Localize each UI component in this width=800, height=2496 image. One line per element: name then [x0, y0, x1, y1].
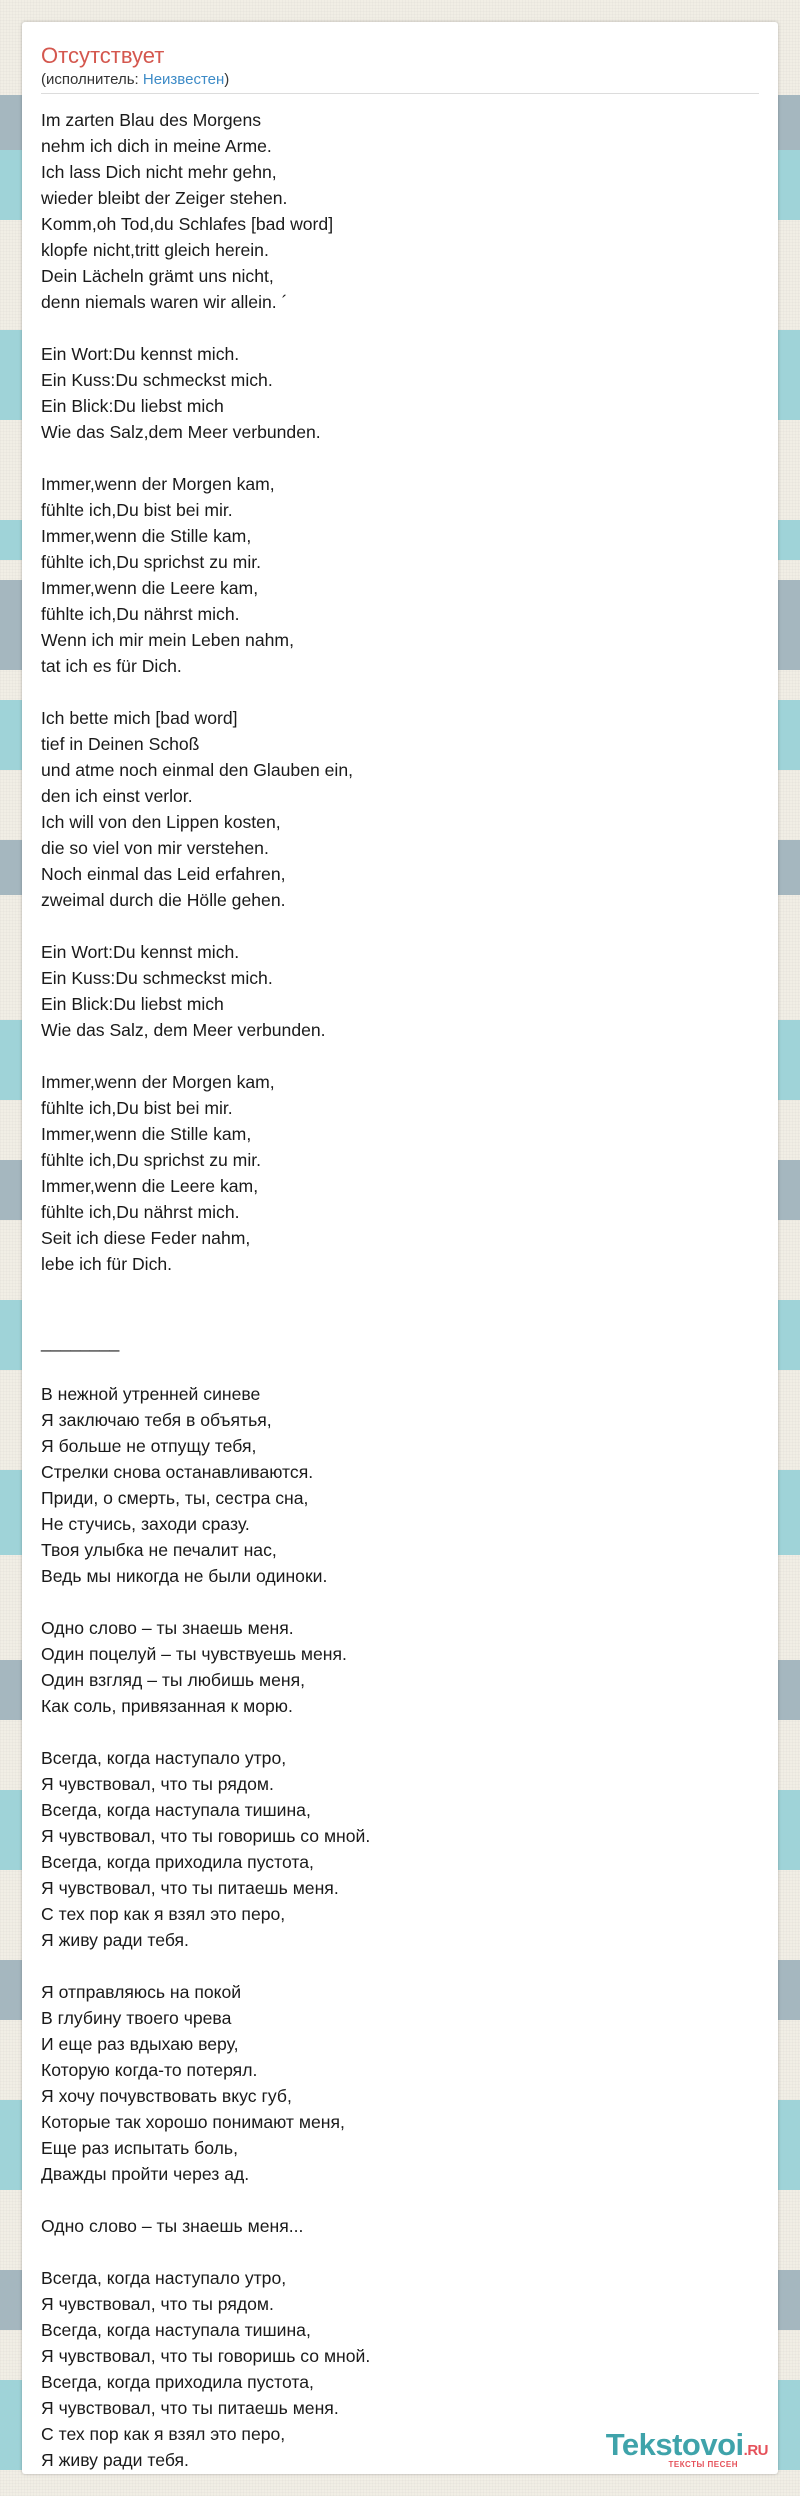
lyric-line: Стрелки снова останавливаются. [41, 1462, 314, 1482]
lyric-line: Immer,wenn die Stille kam, [41, 526, 252, 546]
lyric-line: И еще раз вдыхаю веру, [41, 2034, 239, 2054]
lyric-line [41, 1303, 759, 1329]
lyric-line: Я чувствовал, что ты говоришь со мной. [41, 2346, 371, 2366]
artist-line [41, 70, 759, 90]
lyric-line: denn niemals waren wir allein. ´ [41, 292, 288, 312]
lyric-line: fühlte ich,Du bist bei mir. [41, 1098, 233, 1118]
lyric-line: fühlte ich,Du nährst mich. [41, 1202, 240, 1222]
lyric-line: Одно слово – ты знаешь меня. [41, 1618, 294, 1638]
lyric-line: Я живу ради тебя. [41, 2450, 189, 2470]
artist-prefix: (исполнитель: [41, 71, 143, 88]
lyric-line: Ein Wort:Du kennst mich. [41, 942, 240, 962]
lyric-line: Immer,wenn die Leere kam, [41, 1176, 259, 1196]
lyric-line: zweimal durch die Hölle gehen. [41, 890, 286, 910]
lyric-line: С тех пор как я взял это перо, [41, 1904, 286, 1924]
lyric-line [41, 1043, 759, 1069]
artist-link[interactable]: Неизвестен [142, 71, 225, 88]
lyric-line: Как соль, привязанная к морю. [41, 1696, 293, 1716]
lyric-line: Immer,wenn der Morgen kam, [41, 474, 275, 494]
lyric-line: Noch einmal das Leid erfahren, [41, 864, 286, 884]
lyric-line [41, 913, 759, 939]
lyric-line: Ich will von den Lippen kosten, [41, 812, 281, 832]
lyric-line: fühlte ich,Du bist bei mir. [41, 500, 233, 520]
lyric-line [41, 2239, 759, 2265]
lyric-line: lebe ich für Dich. [41, 1254, 173, 1274]
lyric-line: ________ [41, 1332, 120, 1352]
lyric-line: Приди, о смерть, ты, сестра сна, [41, 1488, 309, 1508]
logo-tagline: ТЕКСТЫ ПЕСЕН [668, 2460, 738, 2469]
lyrics-text [41, 107, 759, 2473]
lyric-line: klopfe nicht,tritt gleich herein. [41, 240, 269, 260]
lyric-line: Одно слово – ты знаешь меня... [41, 2216, 304, 2236]
lyric-line: Всегда, когда приходила пустота, [41, 2372, 314, 2392]
lyric-line: Всегда, когда наступало утро, [41, 1748, 287, 1768]
lyric-line: Я живу ради тебя. [41, 1930, 189, 1950]
lyric-line: Я заключаю тебя в объятья, [41, 1410, 272, 1430]
lyric-line [41, 2187, 759, 2213]
title-divider [41, 93, 759, 94]
lyric-line: nehm ich dich in meine Arme. [41, 136, 272, 156]
lyric-line: Ein Blick:Du liebst mich [41, 396, 224, 416]
lyric-line: Всегда, когда наступало утро, [41, 2268, 287, 2288]
lyric-line [41, 315, 759, 341]
lyric-line: Я больше не отпущу тебя, [41, 1436, 257, 1456]
lyrics-card-content [41, 42, 759, 2473]
lyric-line: tief in Deinen Schoß [41, 734, 200, 754]
lyric-line: Ich lass Dich nicht mehr gehn, [41, 162, 277, 182]
lyric-line: Ein Kuss:Du schmeckst mich. [41, 370, 273, 390]
lyric-line: Im zarten Blau des Morgens [41, 110, 262, 130]
artist-suffix: ) [224, 71, 230, 88]
lyric-line: tat ich es für Dich. [41, 656, 182, 676]
lyric-line: wieder bleibt der Zeiger stehen. [41, 188, 288, 208]
lyric-line: Wenn ich mir mein Leben nahm, [41, 630, 294, 650]
lyric-line: Дважды пройти через ад. [41, 2164, 250, 2184]
lyric-line: Immer,wenn die Leere kam, [41, 578, 259, 598]
lyric-line: Ich bette mich [bad word] [41, 708, 238, 728]
lyric-line: Seit ich diese Feder nahm, [41, 1228, 251, 1248]
lyric-line: Я чувствовал, что ты рядом. [41, 2294, 274, 2314]
lyric-line: Wie das Salz, dem Meer verbunden. [41, 1020, 326, 1040]
lyric-line: Всегда, когда приходила пустота, [41, 1852, 314, 1872]
lyric-line: Всегда, когда наступала тишина, [41, 2320, 311, 2340]
lyric-line: Ведь мы никогда не были одиноки. [41, 1566, 328, 1586]
lyric-line: Immer,wenn die Stille kam, [41, 1124, 252, 1144]
lyric-line: Я чувствовал, что ты рядом. [41, 1774, 274, 1794]
lyric-line [41, 1719, 759, 1745]
lyric-line: Не стучись, заходи сразу. [41, 1514, 250, 1534]
lyrics-card [22, 22, 778, 2474]
lyric-line [41, 445, 759, 471]
lyric-line: und atme noch einmal den Glauben ein, [41, 760, 354, 780]
lyric-line: Которые так хорошо понимают меня, [41, 2112, 345, 2132]
lyric-line: Я чувствовал, что ты питаешь меня. [41, 2398, 339, 2418]
lyric-line: Один поцелуй – ты чувствуешь меня. [41, 1644, 347, 1664]
lyric-line [41, 1277, 759, 1303]
lyric-line [41, 1355, 759, 1381]
lyric-line [41, 679, 759, 705]
lyric-line: Я чувствовал, что ты питаешь меня. [41, 1878, 339, 1898]
lyric-line: Я отправляюсь на покой [41, 1982, 242, 2002]
lyric-line: Один взгляд – ты любишь меня, [41, 1670, 306, 1690]
lyric-line [41, 1589, 759, 1615]
lyric-line: Wie das Salz,dem Meer verbunden. [41, 422, 321, 442]
lyric-line: Ein Blick:Du liebst mich [41, 994, 224, 1014]
lyric-line: Которую когда-то потерял. [41, 2060, 258, 2080]
lyric-line: Ein Wort:Du kennst mich. [41, 344, 240, 364]
logo-main-text: Tekstovoi [605, 2427, 744, 2462]
lyric-line: fühlte ich,Du sprichst zu mir. [41, 1150, 261, 1170]
lyric-line: Я хочу почувствовать вкус губ, [41, 2086, 292, 2106]
lyric-line: fühlte ich,Du nährst mich. [41, 604, 240, 624]
lyric-line: die so viel von mir verstehen. [41, 838, 269, 858]
lyric-line: den ich einst verlor. [41, 786, 193, 806]
logo-tld: .RU [743, 2442, 768, 2459]
lyric-line: Immer,wenn der Morgen kam, [41, 1072, 275, 1092]
lyric-line: С тех пор как я взял это перо, [41, 2424, 286, 2444]
site-logo[interactable] [568, 2428, 768, 2474]
lyric-line: fühlte ich,Du sprichst zu mir. [41, 552, 261, 572]
lyric-line: Ein Kuss:Du schmeckst mich. [41, 968, 273, 988]
lyric-line [41, 1953, 759, 1979]
lyric-line: Я чувствовал, что ты говоришь со мной. [41, 1826, 371, 1846]
song-title: Отсутствует [41, 43, 165, 68]
lyric-line: Твоя улыбка не печалит нас, [41, 1540, 277, 1560]
lyric-line: Всегда, когда наступала тишина, [41, 1800, 311, 1820]
lyric-line: Еще раз испытать боль, [41, 2138, 238, 2158]
lyric-line: Komm,oh Tod,du Schlafes [bad word] [41, 214, 334, 234]
lyric-line: В глубину твоего чрева [41, 2008, 232, 2028]
lyric-line: Dein Lächeln grämt uns nicht, [41, 266, 274, 286]
lyric-line: В нежной утренней синеве [41, 1384, 261, 1404]
